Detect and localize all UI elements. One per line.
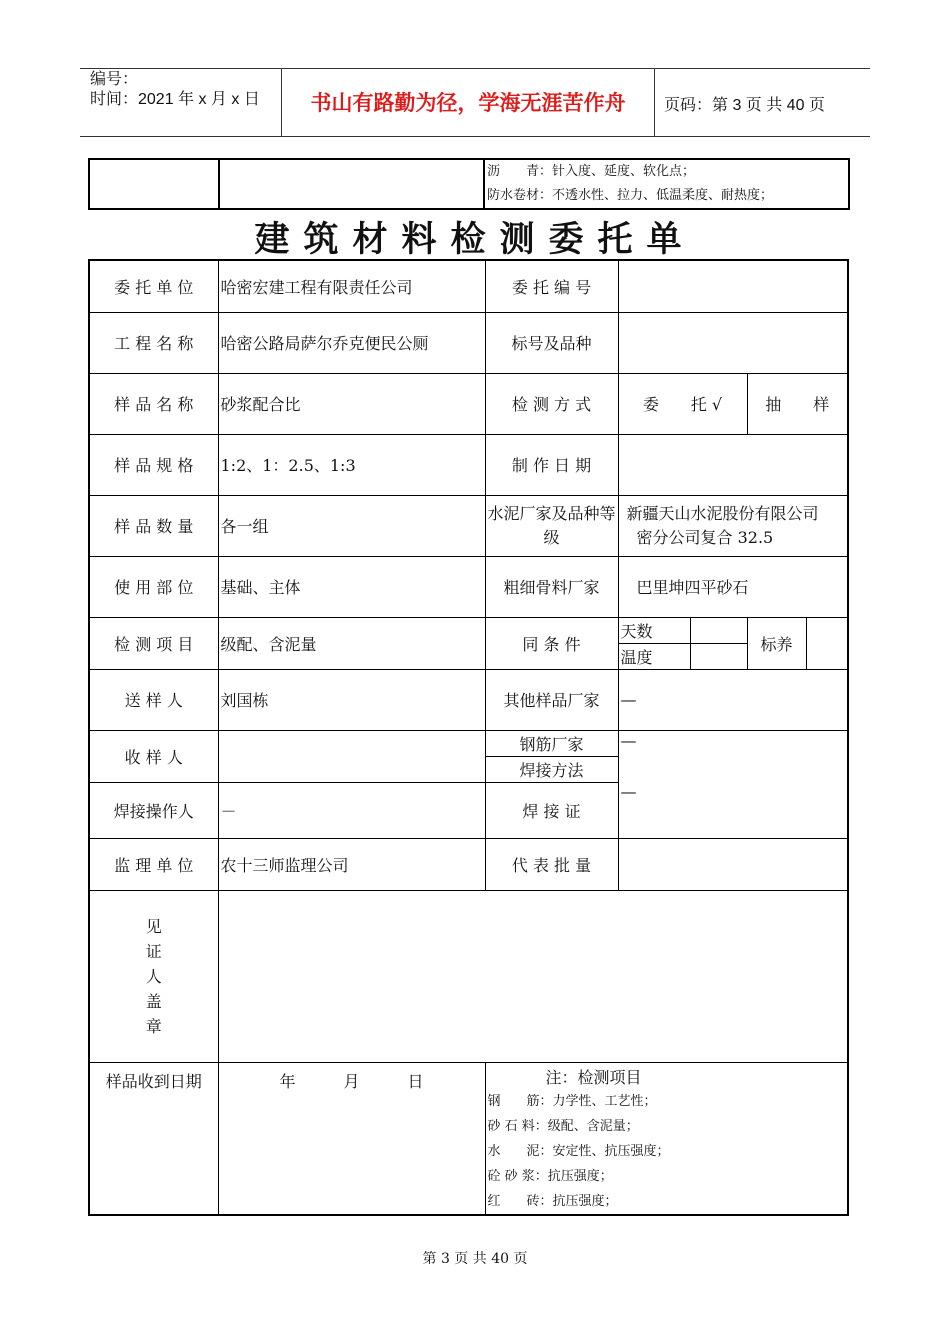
spec-value: 1:2、1：2.5、1:3: [218, 434, 485, 495]
sender-value: 刘国栋: [218, 669, 485, 730]
project-value: 哈密公路局萨尔乔克便民公厕: [218, 312, 485, 373]
project-label: 工 程 名 称: [89, 312, 218, 373]
header-divider-right: [654, 68, 655, 136]
method-label: 检 测 方 式: [485, 373, 618, 434]
witness-char-5: 章: [145, 1016, 162, 1036]
weld-cert-dash: —: [620, 782, 637, 801]
cement-label: 水泥厂家及品种等级: [485, 495, 618, 556]
document-number-label: 编号：: [90, 71, 139, 88]
header-left: [90, 70, 260, 110]
made-date-label: 制 作 日 期: [485, 434, 618, 495]
header-bottom-rule: [80, 136, 870, 137]
witness-char-1: 见: [145, 916, 162, 936]
spec-label: 样 品 规 格: [89, 434, 218, 495]
weld-cert-value: [618, 782, 848, 838]
fragment-notes: [484, 159, 849, 209]
receiver-label: 收 样 人: [89, 730, 218, 782]
weld-cert-label: 焊 接 证: [485, 782, 618, 838]
cement-value-line2: 密分公司复合 32.5: [636, 527, 774, 547]
witness-char-4: 盖: [145, 991, 162, 1011]
previous-table-fragment: [88, 158, 850, 210]
cement-value: [618, 495, 848, 556]
batch-label: 代 表 批 量: [485, 838, 618, 890]
sample-name-value: 砂浆配合比: [218, 373, 485, 434]
note-aggregate: 砂 石 料：级配、含泥量；: [487, 1118, 639, 1134]
aggregate-value: 巴里坤四平砂石: [618, 556, 848, 617]
batch-value: [618, 838, 848, 890]
temperature-label: 温度: [618, 643, 690, 669]
witness-char-3: 人: [145, 966, 162, 986]
sample-name-label: 样 品 名 称: [89, 373, 218, 434]
test-items-notes: [485, 1062, 848, 1215]
usage-value: 基础、主体: [218, 556, 485, 617]
witness-seal-area: [218, 890, 848, 1062]
commission-number-value: [618, 260, 848, 312]
other-manufacturer-label: 其他样品厂家: [485, 669, 618, 730]
witness-char-2: 证: [145, 941, 162, 961]
note-cement: 水 泥：安定性、抗压强度；: [487, 1143, 670, 1159]
witness-seal-label: [89, 890, 218, 1062]
client-value: 哈密宏建工程有限责任公司: [218, 260, 485, 312]
fragment-cell-1: [89, 159, 219, 209]
fragment-cell-2: [219, 159, 484, 209]
page-footer: 第 3 页 共 40 页: [422, 1251, 528, 1267]
method-entrust: 委 托 √: [618, 373, 747, 434]
client-label: 委 托 单 位: [89, 260, 218, 312]
document-title: 建筑材料检测委托单: [254, 219, 696, 260]
received-date-label: 样品收到日期: [89, 1062, 218, 1215]
rebar-manufacturer-dash: —: [620, 730, 637, 750]
rebar-manufacturer-label: 钢筋厂家: [485, 730, 618, 756]
note-rebar: 钢 筋：力学性、工艺性；: [487, 1093, 657, 1109]
grade-value: [618, 312, 848, 373]
sender-label: 送 样 人: [89, 669, 218, 730]
notes-title: 注：检测项目: [545, 1067, 642, 1087]
test-items-label: 检 测 项 目: [89, 617, 218, 669]
welder-value: －: [218, 782, 485, 838]
same-condition-label: 同 条 件: [485, 617, 618, 669]
quantity-value: 各一组: [218, 495, 485, 556]
other-manufacturer-value: —: [618, 669, 848, 730]
method-sampling: 抽 样: [747, 373, 848, 434]
quantity-label: 样 品 数 量: [89, 495, 218, 556]
note-red-brick: 红 砖：抗压强度；: [487, 1193, 618, 1209]
commission-number-label: 委 托 编 号: [485, 260, 618, 312]
received-date-value: 年 月 日: [218, 1062, 485, 1215]
welder-label: 焊接操作人: [89, 782, 218, 838]
grade-label: 标号及品种: [485, 312, 618, 373]
usage-label: 使 用 部 位: [89, 556, 218, 617]
header-motto: 书山有路勤为径，学海无涯苦作舟: [310, 90, 626, 115]
days-label: 天数: [618, 617, 690, 643]
aggregate-label: 粗细骨料厂家: [485, 556, 618, 617]
fragment-line-waterproof: 防水卷材：不透水性、拉力、低温柔度、耐热度；: [487, 188, 774, 203]
receiver-value: [218, 730, 485, 782]
cement-value-line1: 新疆天山水泥股份有限公司: [626, 503, 819, 523]
note-concrete-mortar: 砼 砂 浆：抗压强度；: [487, 1168, 613, 1184]
temperature-value: [690, 643, 747, 669]
document-time-label: 时间：2021 年 x 月 x 日: [90, 91, 260, 108]
header-page-label: 页码：第 3 页 共 40 页: [664, 97, 825, 114]
standard-cure-label: 标养: [747, 617, 806, 669]
supervisor-label: 监 理 单 位: [89, 838, 218, 890]
weld-method-label: 焊接方法: [485, 756, 618, 782]
commission-form-table: [88, 259, 849, 1216]
made-date-value: [618, 434, 848, 495]
days-value: [690, 617, 747, 643]
test-items-value: 级配、含泥量: [218, 617, 485, 669]
standard-cure-value: [806, 617, 848, 669]
supervisor-value: 农十三师监理公司: [218, 838, 485, 890]
rebar-manufacturer-value: [618, 730, 848, 782]
fragment-line-asphalt: 沥 青：针入度、延度、软化点；: [487, 164, 696, 179]
